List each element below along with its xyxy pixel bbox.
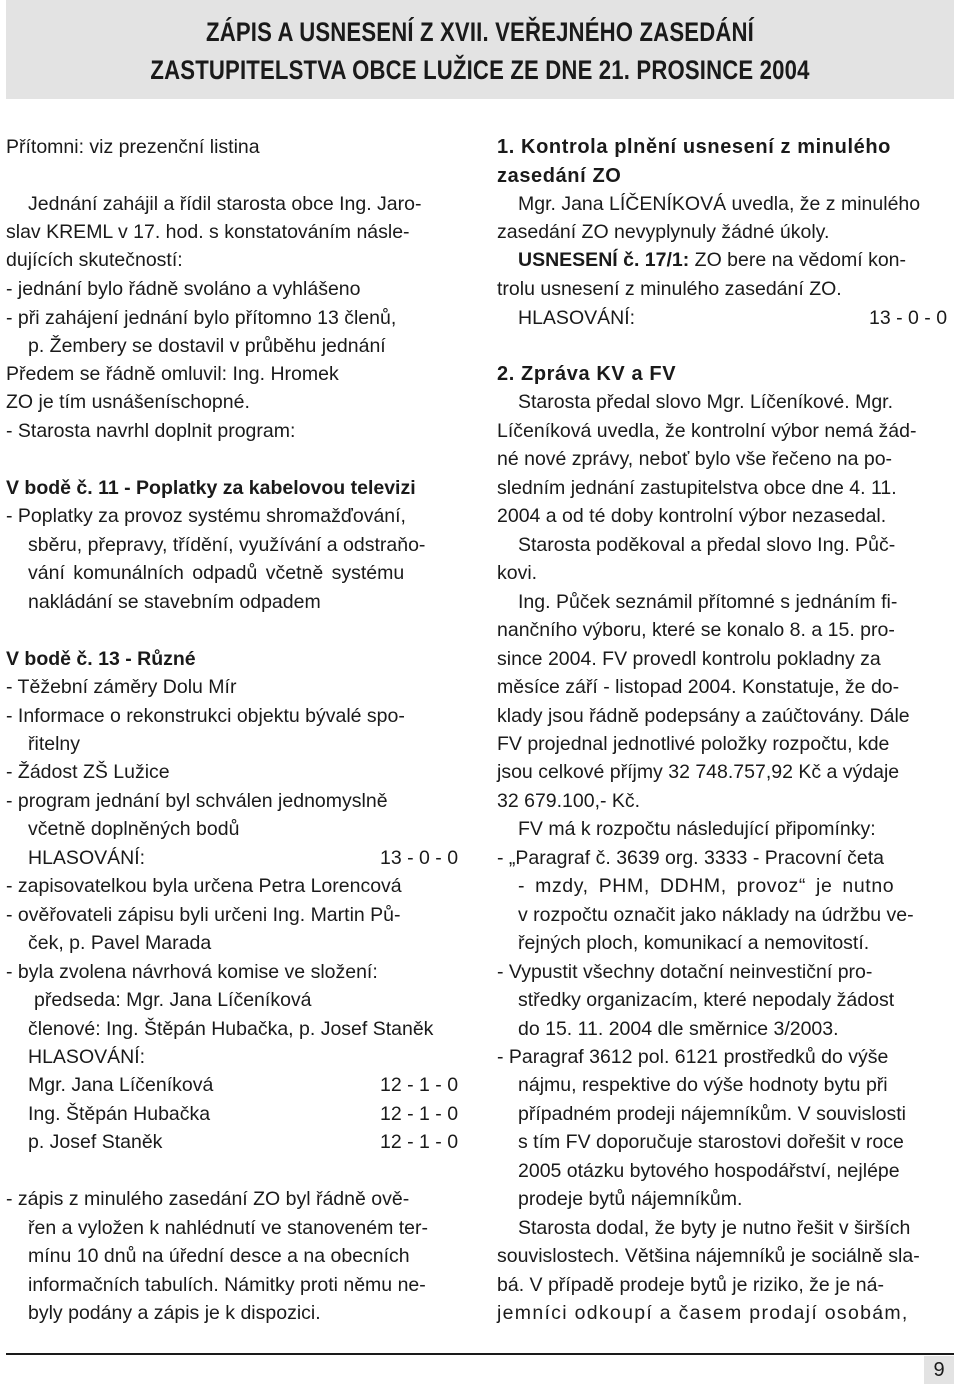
paragraph-line: do 15. 11. 2004 dle směrnice 3/2003.: [518, 1018, 839, 1040]
resolution-line: [518, 248, 906, 272]
vote-result: 13 - 0 - 0: [869, 307, 948, 329]
paragraph-line: FV projednal jednotlivé položky rozpočtu, kde: [497, 733, 890, 755]
section-heading: V bodě č. 11 - Poplatky za kabelovou televizi: [6, 477, 416, 499]
paragraph-line: - mzdy, PHM, DDHM, provoz“ je nutno: [518, 875, 895, 897]
paragraph-line: since 2004. FV provedl kontrolu pokladny za: [497, 648, 881, 670]
paragraph-line: řen a vyložen k nahlédnutí ve stanoveném ter-: [28, 1217, 428, 1239]
vote-name: Mgr. Jana Líčeníková: [28, 1074, 214, 1096]
paragraph-line: jemníci odkoupí a časem prodají osobám,: [497, 1302, 909, 1324]
paragraph-line: mínu 10 dnů na úřední desce a na obecních: [28, 1245, 410, 1267]
paragraph-line: sběru, přepravy, třídění, využívání a odstraňo-: [28, 534, 426, 556]
list-item: - zapisovatelkou byla určena Petra Lorencová: [6, 875, 402, 897]
paragraph-line: v rozpočtu označit jako náklady na údržbu ve-: [518, 904, 914, 926]
list-item: - Poplatky za provoz systému shromažďování,: [6, 505, 406, 527]
paragraph-line: zasedání ZO nevyplynuly žádné úkoly.: [497, 221, 830, 243]
paragraph-line: 32 679.100,- Kč.: [497, 790, 641, 812]
list-item: - zápis z minulého zasedání ZO byl řádně ově-: [6, 1188, 410, 1210]
paragraph-line: Předem se řádně omluvil: Ing. Hromek: [6, 363, 339, 385]
vote-result: 13 - 0 - 0: [380, 847, 459, 869]
paragraph-line: ček, p. Pavel Marada: [28, 932, 212, 954]
paragraph-line: kovi.: [497, 562, 538, 584]
paragraph-line: řitelny: [28, 733, 81, 755]
vote-label: HLASOVÁNÍ:: [518, 307, 636, 329]
paragraph-line: slav KREML v 17. hod. s konstatováním násle-: [6, 221, 410, 243]
list-item: - Vypustit všechny dotační neinvestiční pro-: [497, 961, 873, 983]
paragraph-line: 2005 otázku bytového hospodářství, nejlépe: [518, 1160, 900, 1182]
paragraph-line: 2004 a od té doby kontrolní výbor nezasedal.: [497, 505, 887, 527]
list-item: - Informace o rekonstrukci objektu bývalé spo-: [6, 705, 405, 727]
paragraph-line: né nové zprávy, neboť bylo vše řečeno na po-: [497, 448, 893, 470]
vote-result: 12 - 1 - 0: [380, 1103, 459, 1125]
section-heading: V bodě č. 13 - Různé: [6, 648, 196, 670]
left-column: [0, 0, 480, 1350]
paragraph-line: byly podány a zápis je k dispozici.: [28, 1302, 321, 1324]
paragraph-line: předseda: Mgr. Jana Líčeníková: [34, 989, 312, 1011]
paragraph-line: FV má k rozpočtu následující připomínky:: [518, 818, 876, 840]
paragraph-line: Ing. Půček seznámil přítomné s jednáním fi-: [518, 591, 898, 613]
paragraph-line: Jednání zahájil a řídil starosta obce Ing. Jaro-: [28, 193, 422, 215]
paragraph-line: Starosta dodal, že byty je nutno řešit v širších: [518, 1217, 911, 1239]
paragraph-line: včetně doplněných bodů: [28, 818, 240, 840]
list-item: - Paragraf 3612 pol. 6121 prostředků do výše: [497, 1046, 889, 1068]
paragraph-line: jsou celkové příjmy 32 748.757,92 Kč a výdaje: [497, 761, 900, 783]
resolution-label: USNESENÍ č. 17/1:: [518, 249, 690, 271]
paragraph-line: Starosta poděkoval a předal slovo Ing. Půč-: [518, 534, 896, 556]
page-number-box: [924, 1356, 954, 1384]
vote-name: Ing. Štěpán Hubačka: [28, 1103, 211, 1125]
paragraph-line: nájmu, respektive do výše hodnoty bytu při: [518, 1074, 888, 1096]
section-heading: 2. Zpráva KV a FV: [497, 363, 677, 385]
page-number: 9: [933, 1359, 945, 1381]
list-item: - „Paragraf č. 3639 org. 3333 - Pracovní četa: [497, 847, 884, 869]
vote-result: 12 - 1 - 0: [380, 1131, 459, 1153]
paragraph-line: členové: Ing. Štěpán Hubačka, p. Josef Staněk: [28, 1018, 434, 1040]
vote-name: p. Josef Staněk: [28, 1131, 163, 1153]
paragraph-line: informačních tabulích. Námitky proti němu ne-: [28, 1274, 426, 1296]
vote-label: HLASOVÁNÍ:: [28, 847, 146, 869]
paragraph-line: nančního výboru, které se konalo 8. a 15. pro-: [497, 619, 895, 641]
resolution-text: ZO bere na vědomí kon-: [689, 249, 907, 271]
paragraph-line: vání komunálních odpadů včetně systému: [28, 562, 405, 584]
paragraph-line: řejných ploch, komunikací a nemovitostí.: [518, 932, 870, 954]
paragraph-line: ZO je tím usnášeníschopné.: [6, 391, 250, 413]
list-item: - při zahájení jednání bylo přítomno 13 členů,: [6, 307, 397, 329]
list-item: - Těžební záměry Dolu Mír: [6, 676, 237, 698]
paragraph-line: trolu usnesení z minulého zasedání ZO.: [497, 278, 842, 300]
title-line-2: ZASTUPITELSTVA OBCE LUŽICE ZE DNE 21. PROSINCE 2004: [150, 55, 810, 85]
section-heading: 1. Kontrola plnění usnesení z minulého: [497, 136, 891, 158]
paragraph-line: Mgr. Jana LÍČENÍKOVÁ uvedla, že z minulého: [518, 193, 921, 215]
paragraph-line: bá. V případě prodeje bytů je riziko, že je ná-: [497, 1274, 884, 1296]
paragraph-line: měsíce září - listopad 2004. Konstatuje, že do-: [497, 676, 900, 698]
paragraph-line: p. Žembery se dostavil v průběhu jednání: [28, 335, 386, 357]
list-item: - ověřovateli zápisu byli určeni Ing. Martin Pů-: [6, 904, 401, 926]
paragraph-line: souvislostech. Většina nájemníků je sociálně sla-: [497, 1245, 920, 1267]
vote-label: HLASOVÁNÍ:: [28, 1046, 146, 1068]
title-line-1: ZÁPIS A USNESENÍ Z XVII. VEŘEJNÉHO ZASEDÁNÍ: [206, 17, 754, 47]
paragraph-line: prodeje bytů nájemníkům.: [518, 1188, 743, 1210]
section-heading: zasedání ZO: [497, 165, 622, 187]
paragraph-line: středky organizacím, které nepodaly žádost: [518, 989, 895, 1011]
paragraph-line: Líčeníková uvedla, že kontrolní výbor nemá žád-: [497, 420, 917, 442]
paragraph-line: sledním jednání zastupitelstva obce dne 4. 11.: [497, 477, 897, 499]
footer-rule: [6, 1353, 954, 1355]
paragraph-line: Přítomni: viz prezenční listina: [6, 136, 260, 158]
paragraph-line: případném prodeji nájemníkům. V souvislosti: [518, 1103, 907, 1125]
paragraph-line: nakládání se stavebním odpadem: [28, 591, 321, 613]
paragraph-line: Starosta předal slovo Mgr. Líčeníkové. Mgr.: [518, 391, 894, 413]
paragraph-line: dujících skutečností:: [6, 249, 183, 271]
list-item: - program jednání byl schválen jednomyslně: [6, 790, 388, 812]
list-item: - byla zvolena návrhová komise ve složení:: [6, 961, 378, 983]
paragraph-line: s tím FV doporučuje starostovi dořešit v roce: [518, 1131, 904, 1153]
list-item: - Starosta navrhl doplnit program:: [6, 420, 296, 442]
vote-result: 12 - 1 - 0: [380, 1074, 459, 1096]
list-item: - jednání bylo řádně svoláno a vyhlášeno: [6, 278, 361, 300]
paragraph-line: klady jsou řádně podepsány a zaúčtovány. Dále: [497, 705, 910, 727]
list-item: - Žádost ZŠ Lužice: [6, 761, 170, 783]
right-column: [480, 0, 960, 1350]
